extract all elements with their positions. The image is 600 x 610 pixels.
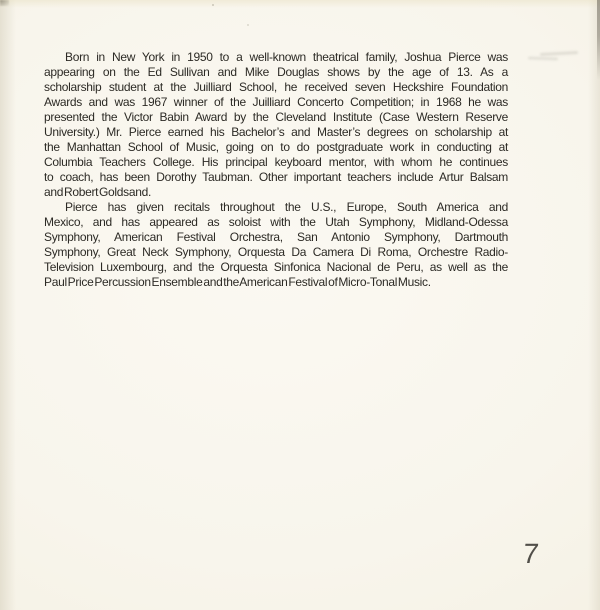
scan-artifact-smudge <box>528 56 558 60</box>
scan-edge-shading-left <box>0 0 16 610</box>
scan-artifact-speck <box>247 24 249 26</box>
text-line: Symphony, Great Neck Symphony, Orquesta Da Camera Di Roma, Orchestre Radio- <box>44 245 508 259</box>
scan-artifact-smudge <box>540 51 578 56</box>
text-line: to coach, has been Dorothy Taubman. Other important teachers include Artur Balsam <box>44 170 508 184</box>
text-line: and Robert Goldsand. <box>44 185 152 199</box>
text-line: the Manhattan School of Music, going on to do postgraduate work in conducting at <box>44 140 508 154</box>
scan-edge-shading-right <box>588 0 600 610</box>
text-line: appearing on the Ed Sullivan and Mike Douglas shows by the age of 13. As a <box>44 65 508 79</box>
page-number: 7 <box>521 538 541 569</box>
text-line: Symphony, American Festival Orchestra, San Antonio Symphony, Dartmouth <box>44 230 508 244</box>
text-line: Television Luxembourg, and the Orquesta Sinfonica Nacional de Peru, as well as the <box>44 260 508 274</box>
scan-artifact-speck <box>212 4 214 6</box>
text-line: Born in New York in 1950 to a well-known theatrical family, Joshua Pierce was <box>65 50 508 64</box>
text-line: Mexico, and has appeared as soloist with the Utah Symphony, Midland-Odessa <box>44 215 508 229</box>
text-line: Pierce has given recitals throughout the U.S., Europe, South America and <box>65 200 508 214</box>
body-text <box>44 50 508 290</box>
scan-artifact-corner-smudge <box>0 0 9 6</box>
text-line: Awards and was 1967 winner of the Juilliard Concerto Competition; in 1968 he was <box>44 95 508 109</box>
text-line: scholarship student at the Juilliard School, he received seven Heckshire Foundation <box>44 80 508 94</box>
text-line: Paul Price Percussion Ensemble and the American Festival of Micro-Tonal Music. <box>44 275 431 289</box>
scan-edge-shading-top <box>0 0 600 8</box>
text-line: presented the Victor Babin Award by the Cleveland Institute (Case Western Reserve <box>44 110 508 124</box>
text-line: Columbia Teachers College. His principal keyboard mentor, with whom he continues <box>44 155 508 169</box>
text-line: University.) Mr. Pierce earned his Bachelor’s and Master’s degrees on scholarship at <box>44 125 508 139</box>
